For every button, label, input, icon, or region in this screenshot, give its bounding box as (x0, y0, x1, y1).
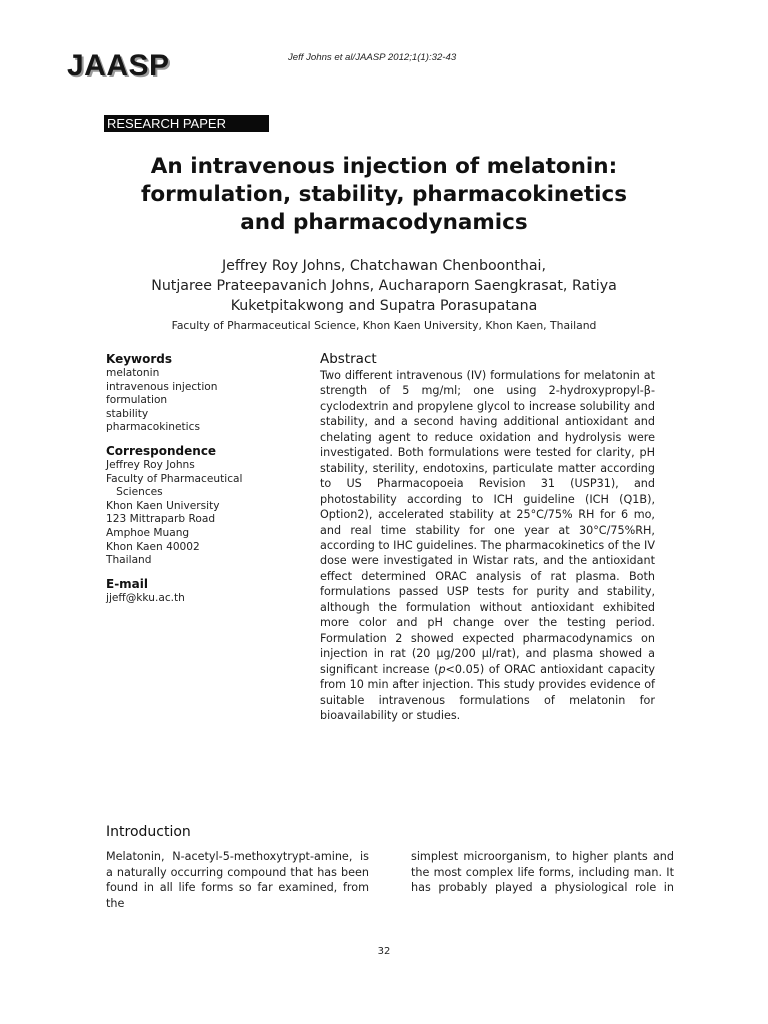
correspondence-line: Sciences (106, 486, 163, 499)
sidebar-metadata (106, 351, 306, 605)
abstract-heading: Abstract (320, 351, 377, 367)
keyword-item: stability (106, 407, 149, 420)
correspondence-line: 123 Mittraparb Road (106, 513, 216, 526)
correspondence-line: Khon Kaen University (106, 499, 220, 512)
email-heading: E-mail (106, 576, 149, 591)
author-line: Nutjaree Prateepavanich Johns, Aucharaporn Saengkrasat, Ratiya (151, 278, 617, 294)
keyword-item: intravenous injection (106, 380, 218, 393)
correspondence-line: Amphoe Muang (106, 526, 190, 539)
title-line: formulation, stability, pharmacokinetics (140, 182, 628, 207)
keyword-item: melatonin (106, 367, 160, 379)
introduction-heading: Introduction (106, 824, 191, 840)
introduction-column-left: Melatonin, N-acetyl-5-methoxytrypt-amine, is a naturally occurring compound that has been found in all life forms so far examined, from the (106, 850, 369, 910)
page-number: 32 (377, 946, 391, 957)
title-line: and pharmacodynamics (240, 210, 528, 235)
abstract-body (320, 368, 655, 723)
abstract-text-part: <0.05) of ORAC antioxidant capacity from 10 min after injection. This study provides evidence of suitable intravenous formulations of melatonin for bioavailability or studies. (320, 662, 655, 722)
author-list (90, 256, 678, 316)
correspondence-line: Khon Kaen 40002 (106, 540, 200, 553)
correspondence-line: Thailand (106, 554, 152, 567)
keyword-item: formulation (106, 394, 168, 407)
keywords-heading: Keywords (106, 352, 173, 366)
correspondence-line: Faculty of Pharmaceutical (106, 472, 243, 485)
article-type-badge: RESEARCH PAPER (104, 115, 269, 132)
introduction-column-right: simplest microorganism, to higher plants and the most complex life forms, including man. It has probably played a physiological role in (411, 850, 674, 894)
keyword-item: pharmacokinetics (106, 421, 200, 434)
citation-header: Jeff Johns et al/JAASP 2012;1(1):32-43 (288, 52, 457, 63)
author-line: Jeffrey Roy Johns, Chatchawan Chenboonthai, (221, 258, 547, 274)
correspondence-heading: Correspondence (106, 443, 217, 458)
correspondence-line: Jeffrey Roy Johns (106, 458, 195, 471)
email-link[interactable]: jjeff@kku.ac.th (106, 591, 185, 604)
article-title (90, 153, 678, 237)
affiliation: Faculty of Pharmaceutical Science, Khon Kaen University, Khon Kaen, Thailand (171, 319, 597, 332)
journal-logo: JAASP (67, 49, 170, 82)
p-value-symbol: p (438, 662, 446, 676)
author-line: Kuketpitakwong and Supatra Porasupatana (230, 298, 538, 314)
abstract-text-part: Two different intravenous (IV) formulations for melatonin at strength of 5 mg/ml; one using 2-hydroxypropyl-β-cyclodextrin and propylene glycol to increase solubility and stability, and a second having additional antioxidant and chelating agent to reduce oxidation and hydrolysis were investigated. Both formulations were tested for clarity, pH stability, sterility, endotoxins, particulate matter according to US Pharmacopoeia Revision 31 (USP31), and photostability according to ICH guideline (ICH (Q1B), Option2), accelerated stability at 25°C/75% RH for 6 mo, and real time stability for one year at 30°C/75%RH, according to IHC guidelines. The pharmacokinetics of the IV dose were investigated in Wistar rats, and the antioxidant effect determined ORAC analysis of rat plasma. Both formulations passed USP tests for purity and stability, although the formulation without antioxidant exhibited more color and pH change over the testing period. Formulation 2 showed expected pharmacodynamics on injection in rat (20 µg/200 µl/rat), and plasma showed a significant increase ( (320, 369, 656, 676)
title-line: An intravenous injection of melatonin: (150, 154, 618, 179)
